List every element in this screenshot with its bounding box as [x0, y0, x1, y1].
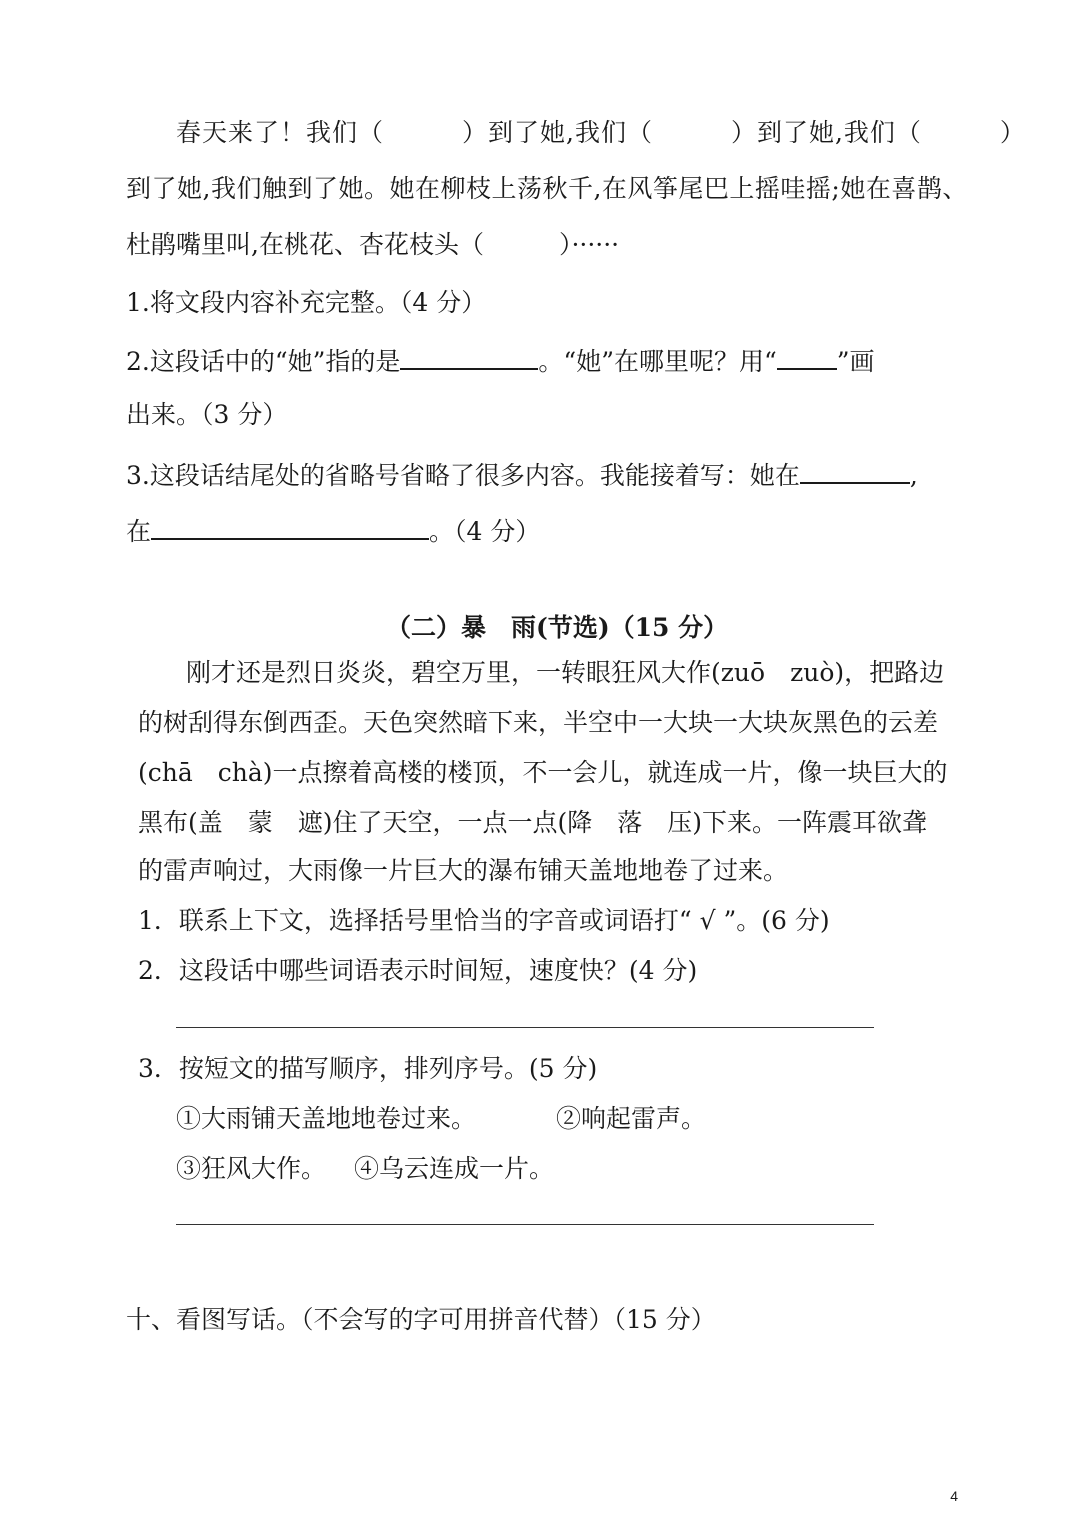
passage-line-1: 春天来了！我们（ ）到了她,我们（ ）到了她,我们（ ）	[176, 118, 1026, 147]
question-2-line-2: 出来。（3 分）	[126, 400, 288, 429]
question-3-line-2	[126, 516, 540, 544]
question-3-line-2-a: 在	[126, 517, 152, 546]
order-option-3: ③狂风大作。	[176, 1154, 327, 1183]
answer-line[interactable]	[176, 1224, 874, 1225]
answer-blank[interactable]	[800, 460, 910, 484]
passage-line-2: 到了她,我们触到了她。她在柳枝上荡秋千,在风筝尾巴上摇哇摇;她在喜鹊、	[126, 174, 968, 203]
question-1: 1.将文段内容补充完整。（4 分）	[126, 288, 487, 317]
section-title-baoyu: （二）暴 雨(节选)（15 分）	[386, 613, 729, 642]
passage-line-3: 杜鹃嘴里叫,在桃花、杏花枝头（ ）······	[126, 230, 620, 259]
order-option-1: ①大雨铺天盖地地卷过来。	[176, 1104, 477, 1133]
question-3-text-a: 3.这段话结尾处的省略号省略了很多内容。我能接着写：她在	[126, 461, 800, 490]
passage-2-line-4: 黑布(盖 蒙 遮)住了天空，一点一点(降 落 压)下来。一阵震耳欲聋	[138, 808, 928, 837]
question-2-3: 3．按短文的描写顺序，排列序号。(5 分)	[138, 1054, 598, 1083]
answer-line[interactable]	[176, 1027, 874, 1028]
order-option-4: ④乌云连成一片。	[354, 1154, 555, 1183]
question-2-text-a: 2.这段话中的“她”指的是	[126, 347, 401, 376]
question-2-2: 2．这段话中哪些词语表示时间短，速度快？(4 分)	[138, 956, 698, 985]
question-2-text-c: ”画	[836, 347, 875, 376]
question-2	[126, 346, 875, 374]
passage-2-line-2: 的树刮得东倒西歪。天色突然暗下来，半空中一大块一大块灰黑色的云差	[138, 708, 939, 737]
passage-2-line-1: 刚才还是烈日炎炎，碧空万里，一转眼狂风大作(zuō zuò)，把路边	[186, 658, 945, 687]
section-title-picture-writing: 十、看图写话。（不会写的字可用拼音代替）（15 分）	[126, 1305, 716, 1334]
question-3-line-2-b: 。（4 分）	[429, 517, 541, 546]
passage-2-line-5: 的雷声响过，大雨像一片巨大的瀑布铺天盖地地卷了过来。	[138, 856, 789, 885]
question-3-text-b: ,	[909, 461, 918, 490]
answer-blank[interactable]	[151, 516, 429, 540]
answer-blank[interactable]	[777, 346, 837, 370]
page-number: 4	[950, 1488, 958, 1504]
question-2-1: 1．联系上下文，选择括号里恰当的字音或词语打“ √ ”。(6 分)	[138, 906, 830, 935]
question-3	[126, 460, 918, 488]
answer-blank[interactable]	[400, 346, 538, 370]
passage-2-line-3: (chā chà)一点擦着高楼的楼顶，不一会儿，就连成一片，像一块巨大的	[138, 758, 948, 787]
order-option-2: ②响起雷声。	[556, 1104, 707, 1133]
question-2-text-b: 。“她”在哪里呢？用“	[538, 347, 777, 376]
